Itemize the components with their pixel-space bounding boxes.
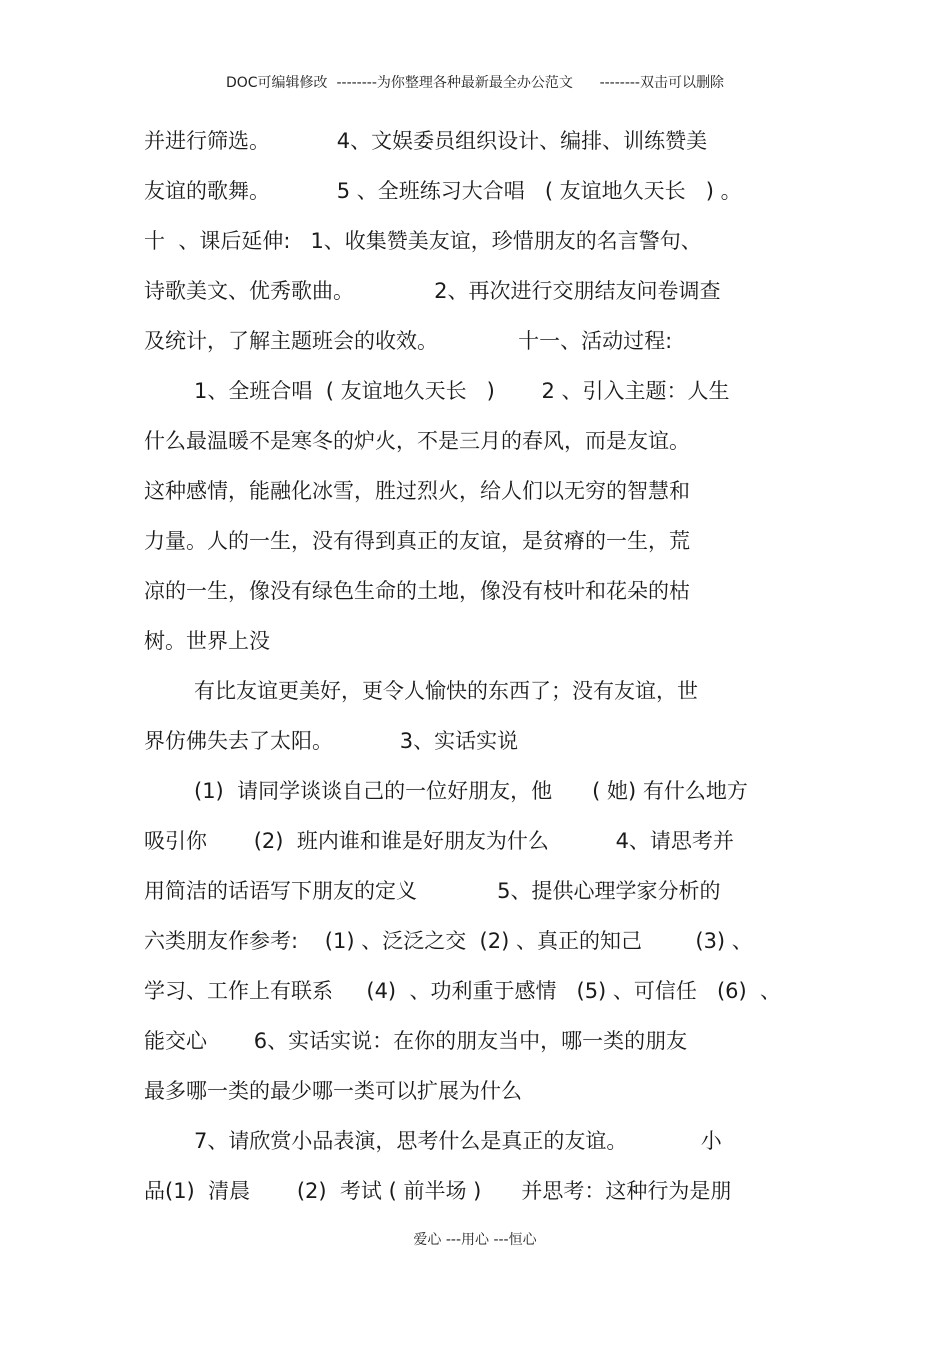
body-line: 力量。人的一生，没有得到真正的友谊，是贫瘠的一生，荒 xyxy=(144,529,690,553)
body-line: 界仿佛失去了太阳。 3、实话实说 xyxy=(144,729,519,753)
body-line: 友谊的歌舞。 5 、全班练习大合唱 ( 友谊地久天长 ) 。 xyxy=(144,179,742,203)
page-footer: 爱心 ---用心 ---恒心 xyxy=(413,1232,537,1248)
body-line: (1) 请同学谈谈自己的一位好朋友，他 ( 她) 有什么地方 xyxy=(194,779,748,803)
body-line: 十 、课后延伸: 1、收集赞美友谊，珍惜朋友的名言警句、 xyxy=(144,229,702,253)
body-line: 学习、工作上有联系 (4) 、功利重于感情 (5) 、可信任 (6) 、 xyxy=(144,979,782,1003)
body-line: 7、请欣赏小品表演，思考什么是真正的友谊。 小 xyxy=(194,1129,722,1153)
body-line: 品(1) 清晨 (2) 考试 ( 前半场 ) 并思考：这种行为是朋 xyxy=(144,1179,732,1203)
body-line: 凉的一生，像没有绿色生命的土地，像没有枝叶和花朵的枯 xyxy=(144,579,690,603)
body-line: 树。世界上没 xyxy=(144,629,270,653)
body-line: 能交心 6、实话实说：在你的朋友当中，哪一类的朋友 xyxy=(144,1029,688,1053)
body-line: 用简洁的话语写下朋友的定义 5、提供心理学家分析的 xyxy=(144,879,721,903)
page-header: DOC可编辑修改 --------为你整理各种最新最全办公范文 --------双击可以删除 xyxy=(225,75,724,91)
body-line: 最多哪一类的最少哪一类可以扩展为什么 xyxy=(144,1079,522,1103)
body-line: 这种感情，能融化冰雪，胜过烈火，给人们以无穷的智慧和 xyxy=(144,479,690,503)
body-line: 1、全班合唱 ( 友谊地久天长 ) 2 、引入主题：人生 xyxy=(194,379,730,403)
body-line: 诗歌美文、优秀歌曲。 2、再次进行交朋结友问卷调查 xyxy=(144,279,721,303)
body-line: 有比友谊更美好，更令人愉快的东西了；没有友谊，世 xyxy=(194,679,698,703)
body-line: 及统计，了解主题班会的收效。 十一、活动过程: xyxy=(144,329,673,353)
body-line: 吸引你 (2) 班内谁和谁是好朋友为什么 4、请思考并 xyxy=(144,829,734,853)
body-line: 六类朋友作参考: (1) 、泛泛之交 (2) 、真正的知己 (3) 、 xyxy=(144,929,753,953)
body-line: 什么最温暖不是寒冬的炉火，不是三月的春风，而是友谊。 xyxy=(144,429,690,453)
body-line: 并进行筛选。 4、文娱委员组织设计、编排、训练赞美 xyxy=(144,129,708,153)
